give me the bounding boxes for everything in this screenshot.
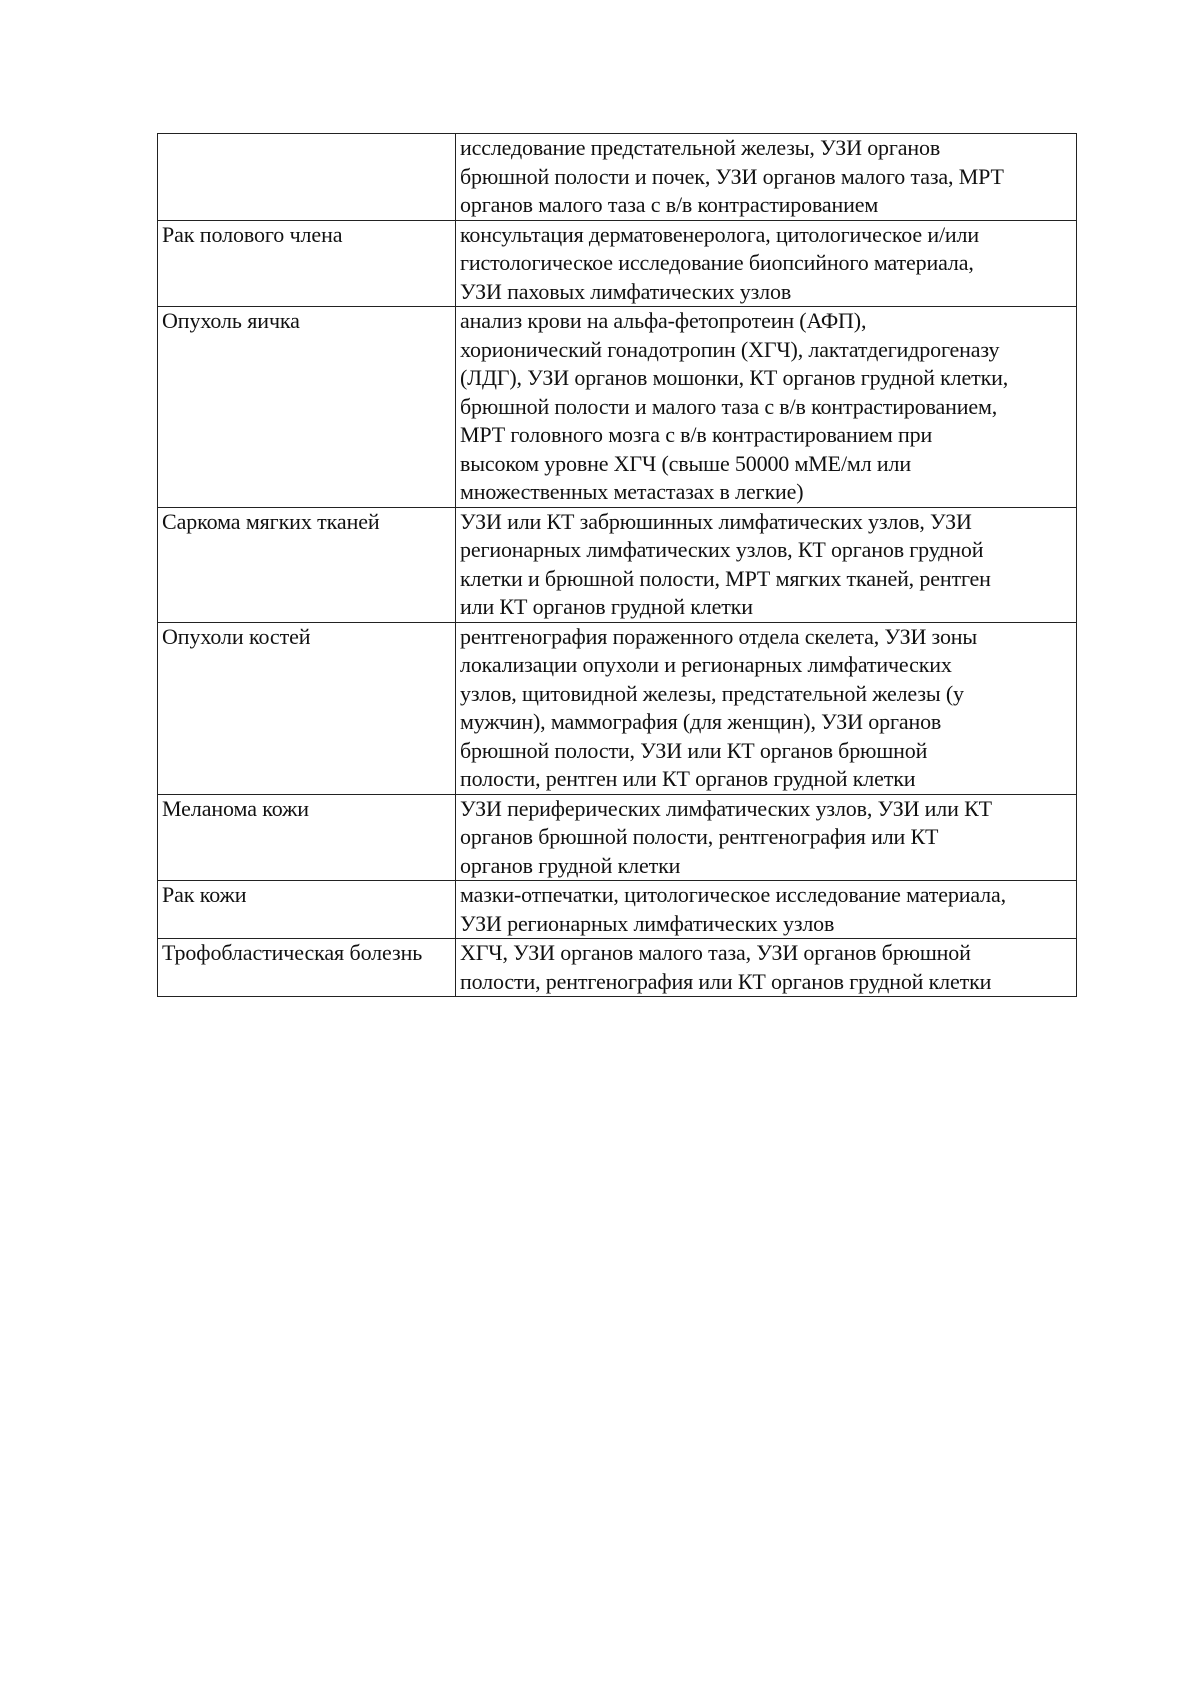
- examination-text-line: УЗИ или КТ забрюшинных лимфатических узлов, УЗИ: [460, 508, 972, 534]
- examination-text-line: или КТ органов грудной клетки: [460, 594, 753, 619]
- table-row: [158, 134, 1077, 221]
- table-row: [158, 939, 1077, 997]
- table-row: [158, 507, 1077, 622]
- examination-text-line: ХГЧ, УЗИ органов малого таза, УЗИ органов брюшной: [460, 940, 971, 965]
- examination-text-line: мужчин), маммография (для женщин), УЗИ органов: [460, 709, 942, 734]
- diagnosis-text: Опухоли костей: [162, 623, 311, 649]
- diagnosis-text: Трофобластическая болезнь: [162, 940, 423, 965]
- examination-cell: [456, 794, 1077, 881]
- examination-text-line: органов грудной клетки: [460, 852, 681, 878]
- examination-text-line: брюшной полости, УЗИ или КТ органов брюшной: [460, 737, 928, 763]
- examination-text-line: консультация дерматовенеролога, цитологическое и/или: [460, 221, 980, 247]
- table-body: [158, 134, 1077, 997]
- diagnosis-text: Меланома кожи: [162, 795, 309, 821]
- diagnosis-cell: [158, 939, 456, 997]
- examination-text-line: гистологическое исследование биопсийного материала,: [460, 250, 974, 275]
- diagnosis-cell: [158, 794, 456, 881]
- examination-text-line: клетки и брюшной полости, МРТ мягких тканей, рентген: [460, 565, 991, 591]
- examination-text-line: хорионический гонадотропин (ХГЧ), лактатдегидрогеназу: [460, 336, 1000, 362]
- examination-text-line: регионарных лимфатических узлов, КТ органов грудной: [460, 537, 984, 562]
- diagnosis-text: Опухоль яичка: [162, 308, 300, 333]
- table-row: [158, 622, 1077, 794]
- examination-text-line: множественных метастазах в легкие): [460, 479, 804, 504]
- table-row: [158, 794, 1077, 881]
- examination-text-line: анализ крови на альфа-фетопротеин (АФП),: [460, 308, 867, 333]
- examination-text-line: полости, рентгенография или КТ органов грудной клетки: [460, 968, 992, 994]
- examination-text-line: высоком уровне ХГЧ (свыше 50000 мМЕ/мл или: [460, 450, 911, 476]
- examination-text-line: брюшной полости и малого таза с в/в контрастированием,: [460, 393, 998, 419]
- examination-cell: [456, 307, 1077, 508]
- examination-cell: [456, 507, 1077, 622]
- examination-cell: [456, 220, 1077, 307]
- table-row: [158, 220, 1077, 307]
- table-row: [158, 881, 1077, 939]
- examination-cell: [456, 881, 1077, 939]
- examination-text-line: органов малого таза с в/в контрастированием: [460, 192, 879, 217]
- examination-text-line: исследование предстательной железы, УЗИ органов: [460, 135, 941, 160]
- examination-text-line: УЗИ периферических лимфатических узлов, УЗИ или КТ: [460, 795, 992, 821]
- examination-text-line: МРТ головного мозга с в/в контрастированием при: [460, 422, 933, 447]
- examination-text-line: узлов, щитовидной железы, предстательной железы (у: [460, 680, 964, 706]
- examination-text-line: УЗИ регионарных лимфатических узлов: [460, 910, 835, 936]
- examination-table: [157, 133, 1077, 997]
- examination-text-line: локализации опухоли и регионарных лимфатических: [460, 652, 952, 677]
- diagnosis-cell: [158, 622, 456, 794]
- diagnosis-text: Саркома мягких тканей: [162, 508, 380, 534]
- examination-text-line: полости, рентген или КТ органов грудной клетки: [460, 766, 916, 791]
- examination-text-line: рентгенография пораженного отдела скелета, УЗИ зоны: [460, 623, 978, 649]
- diagnosis-cell: [158, 134, 456, 221]
- diagnosis-cell: [158, 507, 456, 622]
- examination-cell: [456, 134, 1077, 221]
- diagnosis-cell: [158, 220, 456, 307]
- examination-text-line: органов брюшной полости, рентгенография или КТ: [460, 824, 939, 849]
- diagnosis-text: Рак кожи: [162, 882, 247, 907]
- examination-text-line: (ЛДГ), УЗИ органов мошонки, КТ органов грудной клетки,: [460, 365, 1009, 390]
- diagnosis-cell: [158, 881, 456, 939]
- examination-cell: [456, 939, 1077, 997]
- examination-text-line: мазки-отпечатки, цитологическое исследование материала,: [460, 882, 1006, 907]
- diagnosis-cell: [158, 307, 456, 508]
- diagnosis-text: Рак полового члена: [162, 221, 343, 247]
- table-row: [158, 307, 1077, 508]
- examination-text-line: брюшной полости и почек, УЗИ органов малого таза, МРТ: [460, 163, 1004, 189]
- examination-text-line: УЗИ паховых лимфатических узлов: [460, 278, 792, 304]
- examination-cell: [456, 622, 1077, 794]
